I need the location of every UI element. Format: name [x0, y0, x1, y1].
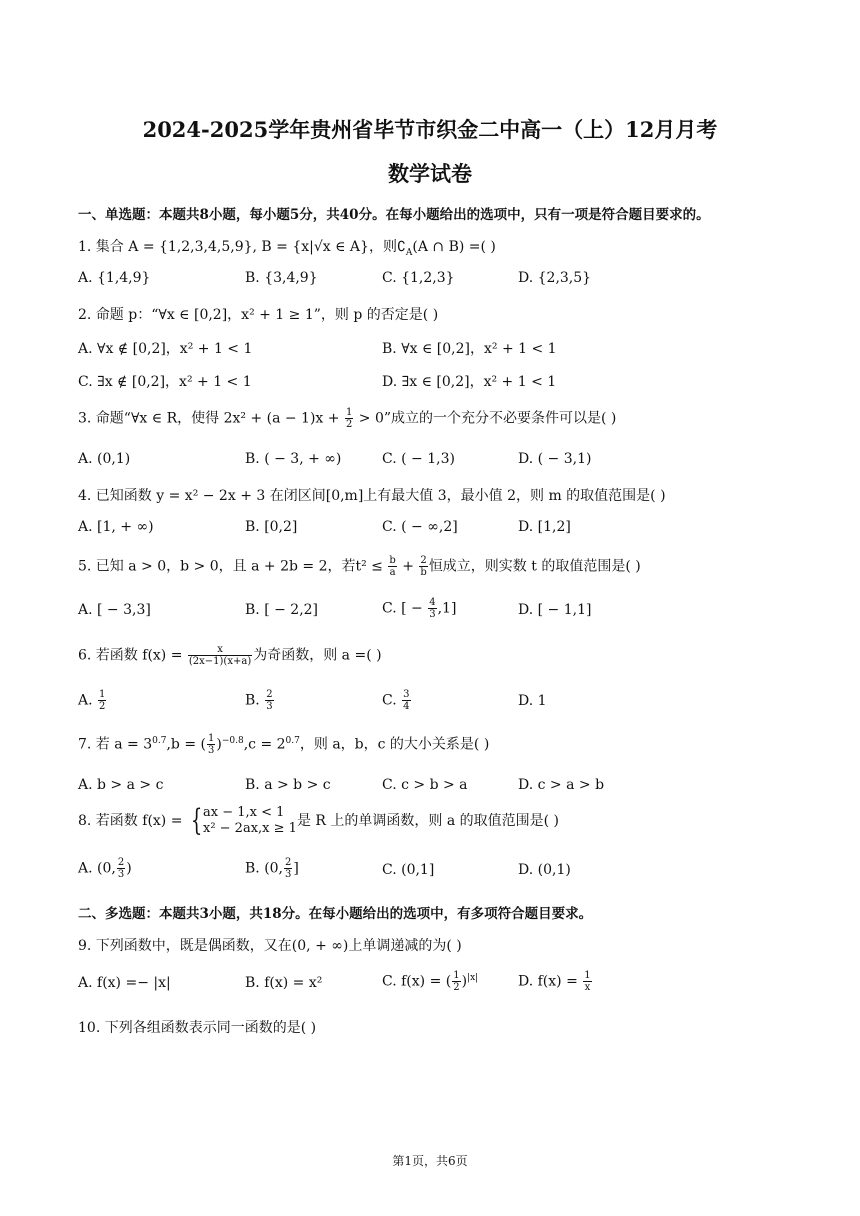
question-5-option-c: C. [ − $\frac{4}{3}$ ,1] — [382, 597, 457, 620]
question-5-option-a: A. [ − 3,3] — [78, 602, 151, 618]
question-8-option-a: A. (0, $\frac{2}{3}$ ) — [78, 857, 132, 880]
question-2-option-d: D. ∃x ∈ [0,2]，x² + 1 < 1 — [382, 374, 557, 390]
question-2-stem: 2. 命题 p：“∀x ∈ [0,2]，x² + 1 ≥ 1”，则 p 的否定是( ) — [78, 307, 439, 323]
question-9-option-d: D. f(x) = $\frac{1}{x}$ — [518, 970, 591, 993]
question-5-option-b: B. [ − 2,2] — [245, 602, 319, 618]
question-1-option-a: A. {1,4,9} — [78, 270, 151, 286]
question-6-option-d: D. 1 — [518, 693, 547, 709]
section-multiple-choice: 二、多选题：本题共3小题，共18分。在每小题给出的选项中，有多项符合题目要求。 — [78, 906, 593, 922]
question-7-option-c: C. c > b > a — [382, 777, 468, 793]
question-4-option-c: C. ( − ∞,2] — [382, 519, 458, 535]
question-8-option-b: B. (0, $\frac{2}{3}$ ] — [245, 857, 299, 880]
question-9-option-c: C. f(x) = ( $\frac{1}{2}$ )$^{|x|}$ — [382, 970, 479, 993]
question-3-option-c: C. ( − 1,3) — [382, 451, 455, 467]
question-3-option-d: D. ( − 3,1) — [518, 451, 592, 467]
question-2-option-b: B. ∀x ∈ [0,2]，x² + 1 < 1 — [382, 341, 557, 357]
question-6-option-c: C. $\frac{3}{4}$ — [382, 689, 410, 712]
question-9-option-b: B. f(x) = x² — [245, 975, 323, 991]
section-single-choice: 一、单选题：本题共8小题，每小题5分，共40分。在每小题给出的选项中，只有一项是符合题目要求的。 — [78, 207, 710, 223]
question-2-option-c: C. ∃x ∉ [0,2]，x² + 1 < 1 — [78, 374, 252, 390]
question-6-option-b: B. $\frac{2}{3}$ — [245, 689, 273, 712]
question-4-option-a: A. [1, + ∞) — [78, 519, 154, 535]
question-10-stem: 10. 下列各组函数表示同一函数的是( ) — [78, 1020, 317, 1036]
page-footer: 第1页，共6页 — [392, 1154, 468, 1168]
question-7-option-a: A. b > a > c — [78, 777, 164, 793]
question-3-stem: 3. 命题“∀x ∈ R，使得 2x² + (a − 1)x + $\frac{1}{2}$ > 0”成立的一个充分不必要条件可以是( ) — [78, 407, 617, 430]
question-9-option-a: A. f(x) =− |x| — [78, 975, 171, 991]
question-3-option-b: B. ( − 3, + ∞) — [245, 451, 342, 467]
question-5-stem: 5. 已知 a > 0，b > 0，且 a + 2b = 2，若t² ≤ $\frac{b}{a}$ + $\frac{2}{b}$ 恒成立，则实数 t 的取值范围是( ) — [78, 555, 641, 578]
question-4-stem: 4. 已知函数 y = x² − 2x + 3 在闭区间[0,m]上有最大值 3，最小值 2，则 m 的取值范围是( ) — [78, 488, 666, 504]
question-7-option-b: B. a > b > c — [245, 777, 331, 793]
question-8-option-c: C. (0,1] — [382, 862, 435, 878]
question-7-stem: 7. 若 $a = 3^{0.7},b$ = ( $\frac{1}{3}$ )$^{-0.8},c = 2^{0.7}$，则 a，b，c 的大小关系是( ) — [78, 733, 490, 756]
question-5-option-d: D. [ − 1,1] — [518, 602, 592, 618]
question-6-option-a: A. $\frac{1}{2}$ — [78, 689, 106, 712]
question-4-option-d: D. [1,2] — [518, 519, 571, 535]
question-6-stem: 6. 若函数 f(x) = $\frac{x}{(2x-1)(x+a)}$ 为奇函数，则 a =( ) — [78, 644, 382, 667]
question-9-stem: 9. 下列函数中，既是偶函数，又在(0, + ∞)上单调递减的为( ) — [78, 938, 462, 954]
question-2-option-a: A. ∀x ∉ [0,2]，x² + 1 < 1 — [78, 341, 253, 357]
question-7-option-d: D. c > a > b — [518, 777, 605, 793]
question-1-option-c: C. {1,2,3} — [382, 270, 455, 286]
exam-title: 2024-2025学年贵州省毕节市织金二中高一（上）12月月考 — [142, 117, 718, 142]
question-1-option-d: D. {2,3,5} — [518, 270, 592, 286]
exam-subtitle: 数学试卷 — [388, 161, 472, 186]
question-8-option-d: D. (0,1) — [518, 862, 571, 878]
question-3-option-a: A. (0,1) — [78, 451, 131, 467]
question-8-stem: 8. 若函数 f(x) = { ax − 1,x < 1 x² − 2ax,x ≥ 1 是 R 上的单调函数，则 a 的取值范围是( ) — [78, 803, 559, 838]
question-1-stem: 1. 集合 A = {1,2,3,4,5,9}, B = {x|√x ∈ A}，则$∁_A(A$ ∩ B) =( ) — [78, 239, 496, 258]
question-1-option-b: B. {3,4,9} — [245, 270, 318, 286]
question-4-option-b: B. [0,2] — [245, 519, 298, 535]
